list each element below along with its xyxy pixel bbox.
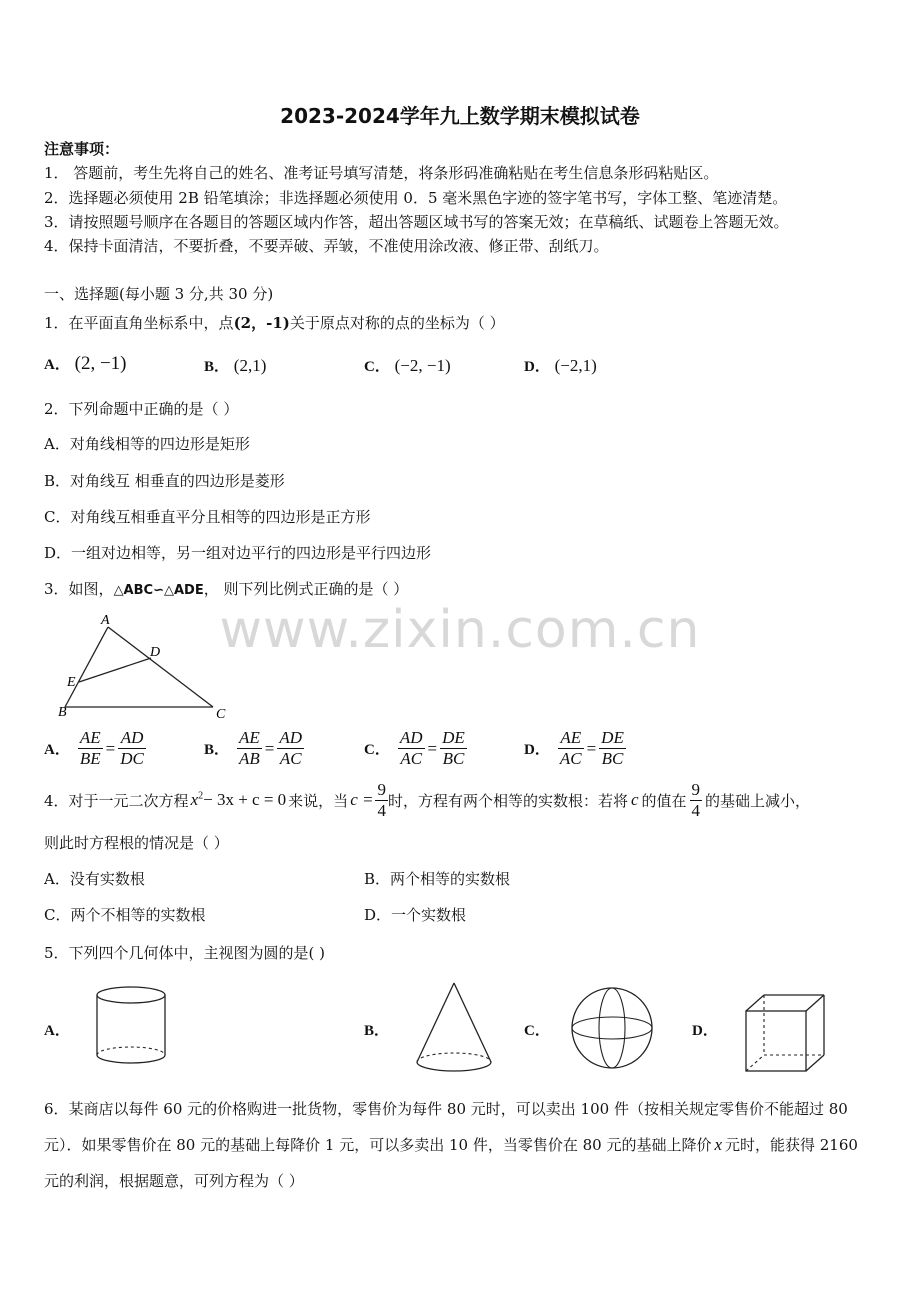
fraction: $\frac{AD}{AC}$ [399, 728, 423, 768]
option-label: D． [524, 359, 550, 375]
fraction: $\frac{AE}{BE}$ [79, 728, 101, 768]
q1-option-d[interactable] [524, 355, 597, 376]
question-text: 来说，当 [288, 791, 349, 810]
fraction-nine-fourths: $\frac{9}{4}$ [377, 779, 386, 820]
option-label: C． [364, 359, 390, 375]
option-label: A． [44, 742, 70, 758]
question-text: 在平面直角坐标系中，点 [68, 314, 234, 332]
question-text: 元）．如果零售价在 80 元的基础上每降价 1 元，可以多卖出 10 件，当零售价在 80 元的基础上降价 [44, 1136, 712, 1154]
q1-option-a[interactable] [44, 353, 127, 375]
q5-option-d-label[interactable]: D． [692, 1023, 718, 1039]
notice-heading: 注意事项： [44, 140, 120, 158]
q3-option-a[interactable]: A． $\frac{AE}{BE}$ = $\frac{AD}{DC}$ [44, 728, 144, 768]
question-text: ， 则下列比例式正确的是（ ） [203, 580, 409, 598]
question-number: 3． [44, 580, 69, 598]
question-1-stem [44, 312, 505, 333]
question-4-line2: 则此时方程根的情况是（ ） [44, 834, 229, 852]
question-text: 对于一元二次方程 [68, 791, 189, 810]
q2-option-a[interactable]: A．对角线相等的四边形是矩形 [44, 435, 250, 453]
option-value: (2,1) [233, 356, 267, 375]
vertex-label-a: A [101, 613, 110, 628]
question-5-stem: 5．下列四个几何体中，主视图为圆的是( ) [44, 944, 326, 962]
fraction: $\frac{DE}{BC}$ [442, 728, 465, 768]
vertex-label-c: C [216, 707, 226, 722]
c-variable: c [630, 790, 639, 809]
option-label: C． [364, 742, 390, 758]
question-number: 4． [44, 791, 69, 810]
fraction: $\frac{DE}{BC}$ [601, 728, 624, 768]
q2-option-c[interactable]: C．对角线互相垂直平分且相等的四边形是正方形 [44, 508, 371, 526]
fraction-nine-fourths: $\frac{9}{4}$ [691, 779, 701, 820]
triangle-figure [55, 610, 240, 725]
fraction: $\frac{AD}{DC}$ [120, 728, 144, 768]
option-label: D． [524, 742, 550, 758]
q3-option-d[interactable]: D． $\frac{AE}{AC}$ = $\frac{DE}{BC}$ [524, 728, 624, 768]
option-label: B． [204, 359, 230, 375]
fraction: $\frac{AE}{AC}$ [559, 728, 582, 768]
option-label: B． [204, 742, 230, 758]
q4-option-c[interactable]: C．两个不相等的实数根 [44, 906, 206, 924]
cone-icon[interactable] [414, 980, 494, 1080]
q4-option-d[interactable]: D．一个实数根 [364, 906, 467, 924]
cylinder-icon[interactable] [95, 985, 170, 1070]
notice-item-4: 4．保持卡面清洁，不要折叠，不要弄破、弄皱，不准使用涂改液、修正带、刮纸刀。 [44, 237, 609, 255]
question-text: 的值在 [641, 791, 687, 810]
q2-option-b[interactable]: B．对角线互 相垂直的四边形是菱形 [44, 472, 285, 490]
point-coordinate: (2，-1) [233, 314, 290, 332]
q3-option-c[interactable]: C． $\frac{AD}{AC}$ = $\frac{DE}{BC}$ [364, 728, 465, 768]
question-text: 如图， [68, 580, 114, 598]
notice-item-2: 2．选择题必须使用 2B 铅笔填涂；非选择题必须使用 0．5 毫米黑色字迹的签字笔书写，字体工整、笔迹清楚。 [44, 189, 788, 207]
q4-option-b[interactable]: B．两个相等的实数根 [364, 870, 511, 888]
fraction: $\frac{AD}{AC}$ [279, 728, 303, 768]
q1-option-c[interactable] [364, 355, 451, 376]
question-text: 关于原点对称的点的坐标为（ ） [289, 314, 505, 332]
q3-option-b[interactable]: B． $\frac{AE}{AB}$ = $\frac{AD}{AC}$ [204, 728, 303, 768]
watermark: www.zixin.com.cn [219, 600, 701, 660]
question-text: 元时，能获得 2160 [725, 1136, 858, 1154]
vertex-label-d: D [150, 645, 161, 660]
q4-option-a[interactable]: A．没有实数根 [44, 870, 145, 888]
question-number: 1． [44, 314, 69, 332]
question-6-line1: 6．某商店以每件 60 元的价格购进一批货物，零售价为每件 80 元时，可以卖出 100 件（按相关规定零售价不能超过 80 [44, 1100, 848, 1118]
quadratic-equation: $x^2- 3x + c = 0$ [190, 790, 287, 809]
vertex-label-e: E [67, 675, 76, 690]
question-text: 时，方程有两个相等的实数根：若将 [387, 791, 628, 810]
sphere-icon[interactable] [570, 985, 656, 1075]
option-value: (−2,1) [554, 356, 597, 375]
notice-item-3: 3．请按照题号顺序在各题目的答题区域内作答，超出答题区域书写的答案无效；在草稿纸、试题卷上答题无效。 [44, 213, 789, 231]
q5-option-c-label[interactable]: C． [524, 1023, 550, 1039]
question-2-stem: 2．下列命题中正确的是（ ） [44, 400, 239, 418]
section-heading: 一、选择题(每小题 3 分,共 30 分) [44, 285, 274, 303]
notice-item-1: 1． 答题前，考生先将自己的姓名、准考证号填写清楚，将条形码准确粘贴在考生信息条形码粘贴区。 [44, 164, 719, 182]
q1-option-b[interactable] [204, 355, 266, 376]
question-3-stem [44, 578, 408, 599]
x-variable: x [714, 1135, 722, 1154]
c-equals: c = [350, 790, 374, 809]
similarity-expression: △ABC∽△ADE [113, 583, 204, 598]
q2-option-d[interactable]: D．一组对边相等，另一组对边平行的四边形是平行四边形 [44, 544, 432, 562]
option-value: (−2, −1) [394, 356, 451, 375]
fraction: $\frac{AE}{AB}$ [239, 728, 260, 768]
question-6-line2 [44, 1134, 858, 1155]
option-value: (2, −1) [74, 353, 127, 374]
q5-option-a-label[interactable]: A． [44, 1023, 70, 1039]
q5-option-b-label[interactable]: B． [364, 1023, 390, 1039]
question-4-stem [44, 778, 810, 822]
page-title: 2023-2024学年九上数学期末模拟试卷 [280, 104, 640, 128]
cube-icon[interactable] [742, 993, 832, 1078]
question-6-line3: 元的利润，根据题意，可列方程为（ ） [44, 1172, 304, 1190]
option-label: A． [44, 357, 70, 373]
question-text: 的基础上减小， [705, 791, 811, 810]
vertex-label-b: B [58, 705, 67, 720]
